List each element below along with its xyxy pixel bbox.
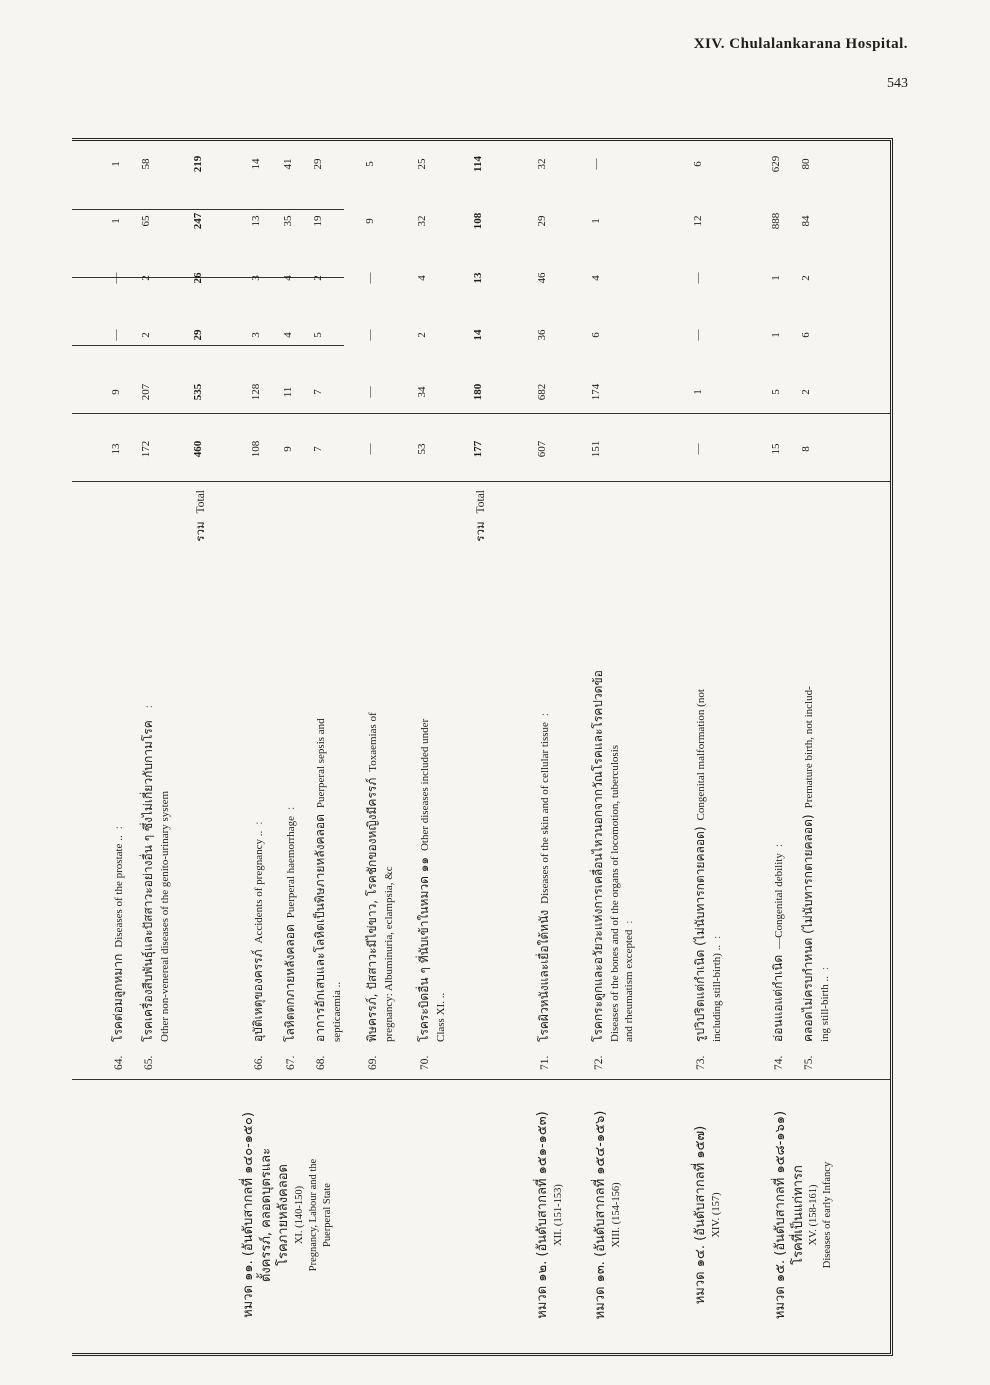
table-cell: 15: [770, 443, 782, 455]
table-cell: 65: [140, 215, 152, 227]
table-cell: 1: [692, 389, 704, 395]
total-cell: 535: [192, 383, 204, 401]
table-cell: 9: [110, 389, 122, 395]
table-cell: 6: [800, 332, 812, 338]
table-cell: 1: [770, 332, 782, 338]
table-cell: —: [364, 386, 376, 398]
total-cell: 29: [192, 329, 204, 341]
table-cell: —: [110, 329, 122, 341]
total-cell: 180: [472, 383, 484, 401]
table-cell: 5: [312, 332, 324, 338]
table-cell: 174: [590, 383, 602, 401]
table-cell: 41: [282, 158, 294, 170]
table-row: 66.อุบัติเหตุของครรภ์Accidents of pregnancy ..:: [251, 821, 265, 1070]
table-cell: 2: [312, 275, 324, 281]
table-row: 69.พิษครรภ์, ปัสสาวะมีไข่ขาว, โรคชักของหญิงมีครรภ์Toxaemias of pregnancy: Albuminuria, eclampsia, &c: [365, 712, 395, 1070]
table-cell: 2: [800, 389, 812, 395]
rotated-table: [72, 138, 890, 1350]
table-cell: 5: [770, 389, 782, 395]
total-cell: 108: [472, 212, 484, 230]
table-cell: 607: [536, 440, 548, 458]
table-row: 70.โรคระบิดอื่น ๆ ที่นับเข้าในหมวด ๑๑Other diseases included under Class XI. ..: [417, 718, 447, 1070]
table-cell: 80: [800, 158, 812, 170]
table-cell: —: [692, 272, 704, 284]
table-cell: 888: [770, 212, 782, 230]
table-cell: 207: [140, 383, 152, 401]
table-cell: —: [692, 443, 704, 455]
table-cell: 2: [140, 275, 152, 281]
table-cell: 629: [770, 155, 782, 173]
total-cell: 14: [472, 329, 484, 341]
category-label: หมวด ๑๕. (อันดับสากลที่ ๑๕๘-๑๖๑) โรคที่เป็นแก่ทารก XV. (158-161) Diseases of early Infancy: [773, 1110, 834, 1320]
table-cell: —: [692, 329, 704, 341]
table-cell: 13: [250, 215, 262, 227]
table-cell: 2: [800, 275, 812, 281]
table-cell: 9: [364, 218, 376, 224]
total-cell: 460: [192, 440, 204, 458]
total-cell: 177: [472, 440, 484, 458]
total-row: รวมTotal: [473, 490, 487, 542]
table-cell: 29: [536, 215, 548, 227]
table-cell: 34: [416, 386, 428, 398]
table-cell: 11: [282, 386, 294, 398]
table-cell: 7: [312, 389, 324, 395]
table-cell: 108: [250, 440, 262, 458]
total-cell: 13: [472, 272, 484, 284]
table-cell: —: [364, 443, 376, 455]
table-cell: 36: [536, 329, 548, 341]
total-cell: 26: [192, 272, 204, 284]
table-row: 72.โรคกระดูกและอวัยวะแห่งการเคลื่อนไหวนอกจากวัณโรคและโรคปวดข้อ Diseases of the bones and of the organs of locomotion, tuberculosis and rheumatism excepted:: [591, 670, 636, 1070]
table-cell: 32: [416, 215, 428, 227]
table-cell: 4: [282, 275, 294, 281]
category-label: หมวด ๑๔. (อันดับสากลที่ ๑๕๗) XIV. (157): [693, 1125, 722, 1305]
table-cell: 7: [312, 446, 324, 452]
table-cell: 4: [590, 275, 602, 281]
table-cell: —: [590, 158, 602, 170]
total-cell: 247: [192, 212, 204, 230]
table-cell: 6: [692, 161, 704, 167]
table-cell: 12: [692, 215, 704, 227]
table-cell: 1: [770, 275, 782, 281]
table-cell: 1: [110, 161, 122, 167]
table-cell: —: [110, 272, 122, 284]
table-cell: 8: [800, 446, 812, 452]
table-cell: 151: [590, 440, 602, 458]
table-row: 75.คลอดไม่ครบกำหนด (ไม่นับทารกตายคลอด)Premature birth, not includ- ing still-birth ..:: [801, 686, 831, 1070]
table-cell: 3: [250, 275, 262, 281]
table-cell: 46: [536, 272, 548, 284]
table-cell: 14: [250, 158, 262, 170]
table-cell: 9: [282, 446, 294, 452]
table-cell: —: [364, 329, 376, 341]
table-row: 71.โรคผิวหนังและเยื่อใต้หนังDiseases of the skin and of cellular tissue:: [537, 712, 551, 1070]
table-cell: 29: [312, 158, 324, 170]
total-cell: 219: [192, 155, 204, 173]
table-cell: 5: [364, 161, 376, 167]
table-cell: 1: [110, 218, 122, 224]
table-cell: 2: [416, 332, 428, 338]
table-row: 67.โลหิตตกภายหลังคลอดPuerperal haemorrhage:: [283, 806, 297, 1070]
table-cell: 1: [590, 218, 602, 224]
table-cell: 53: [416, 443, 428, 455]
table-cell: 172: [140, 440, 152, 458]
table-cell: 2: [140, 332, 152, 338]
table-cell: 35: [282, 215, 294, 227]
table-row: 64.โรคต่อมลูกหมากDiseases of the prostate ..:: [111, 826, 125, 1070]
table-cell: 25: [416, 158, 428, 170]
total-row: รวมTotal: [193, 490, 207, 542]
table-cell: 4: [416, 275, 428, 281]
table-row: 73.รูปวิปริตแต่กำเนิด (ไม่นับทารกตายคลอด)Congenital malformation (not including still-birth) ..:: [693, 689, 723, 1070]
table-cell: 3: [250, 332, 262, 338]
table-row: 68.อาการอักเสบและโลหิตเป็นพิษภายหลังคลอดPuerperal sepsis and septicaemia ..: [313, 718, 343, 1070]
table-row: 74.อ่อนแอแต่กำเนิด—Congenital debility:: [771, 843, 785, 1070]
col-divider: [72, 1079, 890, 1080]
category-label: หมวด ๑๑. (อันดับสากลที่ ๑๔๐-๑๕๐) ตั้งครรภ์, คลอดบุตรและ โรคภายหลังคลอด XI. (140-150) Pregnancy, Labour and the Puerperal State: [241, 1112, 333, 1318]
table-cell: 19: [312, 215, 324, 227]
table-cell: 32: [536, 158, 548, 170]
page-number: 543: [887, 76, 908, 91]
table-cell: 682: [536, 383, 548, 401]
category-label: หมวด ๑๒. (อันดับสากลที่ ๑๕๑-๑๕๓) XII. (151-153): [535, 1111, 564, 1319]
table-cell: 128: [250, 383, 262, 401]
col-divider: [72, 481, 890, 482]
table-cell: 58: [140, 158, 152, 170]
category-label: หมวด ๑๓. (อันดับสากลที่ ๑๕๔-๑๕๖) XIII. (154-156): [593, 1110, 622, 1320]
table-cell: 13: [110, 443, 122, 455]
table-cell: —: [364, 272, 376, 284]
table-row: 65.โรคเครื่องสืบพันธุ์และปัสสาวะอย่างอื่น ๆ ซึ่งไม่เกี่ยวกับกามโรค: Other non-venereal diseases of the genito-urinary system: [141, 705, 171, 1070]
table-cell: 4: [282, 332, 294, 338]
page-header: XIV. Chulalankarana Hospital.: [693, 36, 908, 52]
table-cell: 6: [590, 332, 602, 338]
total-cell: 114: [472, 156, 484, 172]
table-cell: 84: [800, 215, 812, 227]
